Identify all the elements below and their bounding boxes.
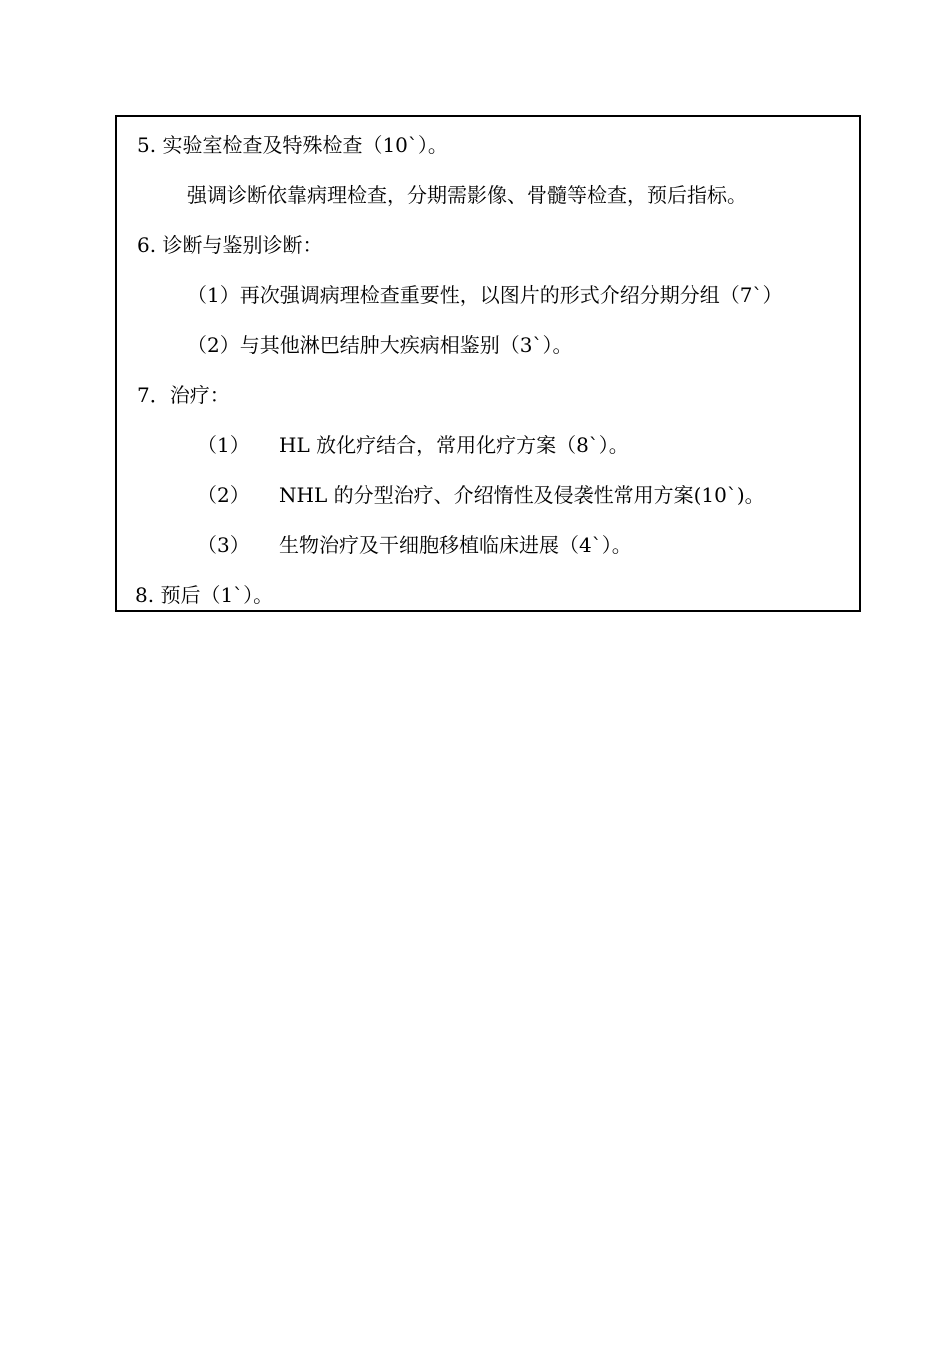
section-7-heading: 7．治疗： [137, 383, 230, 407]
section-5-heading: 5. 实验室检查及特殊检查（10`）。 [137, 133, 448, 157]
treatment-item-3-text: 生物治疗及干细胞移植临床进展（4`）。 [279, 533, 632, 557]
treatment-item-1-number: （1） [197, 433, 250, 457]
section-8-heading: 8. 预后（1`）。 [135, 583, 274, 607]
section-6-heading: 6. 诊断与鉴别诊断： [137, 233, 323, 257]
treatment-item-1-text: HL 放化疗结合，常用化疗方案（8`）。 [279, 433, 629, 457]
treatment-item-2-number: （2） [197, 483, 250, 507]
treatment-item-3-number: （3） [197, 533, 250, 557]
section-5-detail: 强调诊断依靠病理检查，分期需影像、骨髓等检查，预后指标。 [187, 183, 747, 207]
content-table-cell [115, 115, 861, 612]
treatment-item-2-text: NHL 的分型治疗、介绍惰性及侵袭性常用方案(10`)。 [279, 483, 765, 507]
section-6-item-1: （1）再次强调病理检查重要性，以图片的形式介绍分期分组（7`） [187, 283, 783, 307]
section-6-item-2: （2）与其他淋巴结肿大疾病相鉴别（3`）。 [187, 333, 573, 357]
